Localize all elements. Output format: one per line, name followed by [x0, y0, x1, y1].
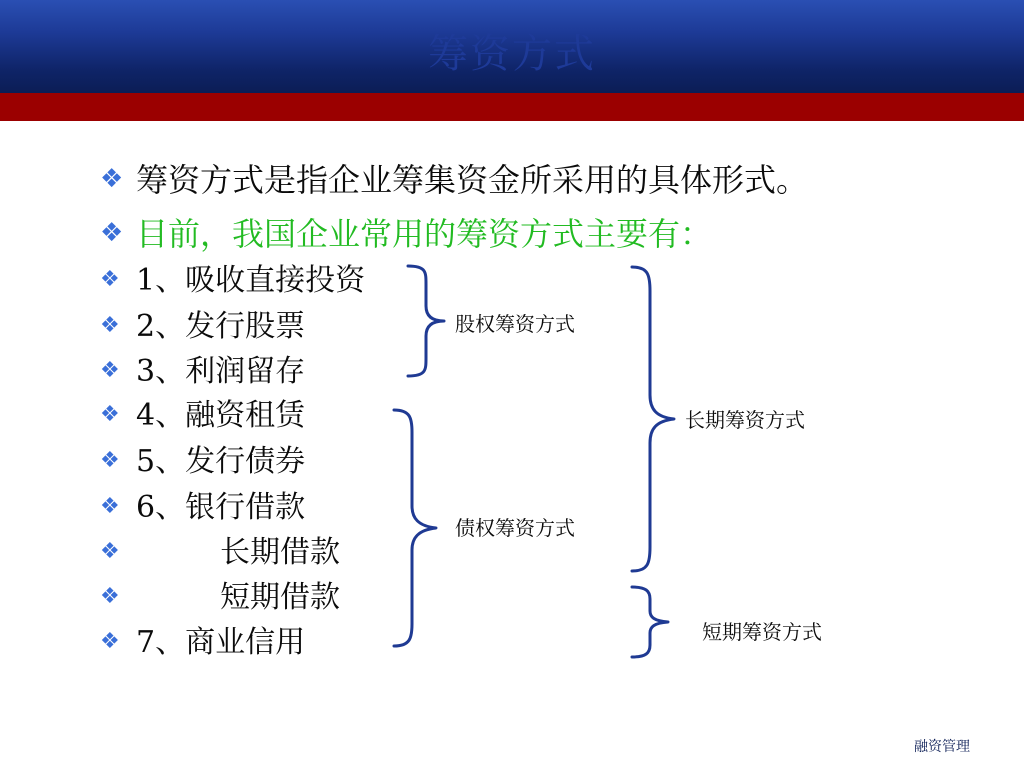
header-band	[0, 0, 1024, 93]
four-diamond-bullet-icon: ❖	[100, 218, 124, 248]
definition-text: 筹资方式是指企业筹集资金所采用的具体形式。	[136, 161, 809, 199]
header-stripe	[0, 93, 1024, 121]
four-diamond-bullet-icon: ❖	[100, 402, 120, 427]
four-diamond-bullet-icon: ❖	[100, 267, 120, 292]
footer-title: 融资管理	[914, 739, 970, 755]
four-diamond-bullet-icon: ❖	[100, 448, 120, 473]
four-diamond-bullet-icon: ❖	[100, 539, 120, 564]
list-item-text: 6、银行借款	[136, 490, 306, 525]
intro-text: 目前，我国企业常用的筹资方式主要有：	[136, 215, 713, 253]
list-item-text: 1、吸收直接投资	[136, 263, 366, 298]
list-item-text: 4、融资租赁	[136, 398, 306, 433]
list-item-text: 3、利润留存	[136, 354, 306, 389]
list-item-text: 2、发行股票	[136, 309, 306, 344]
four-diamond-bullet-icon: ❖	[100, 164, 124, 194]
long-term-financing-label: 长期筹资方式	[685, 408, 805, 432]
four-diamond-bullet-icon: ❖	[100, 584, 120, 609]
four-diamond-bullet-icon: ❖	[100, 494, 120, 519]
list-item-text: 5、发行债券	[136, 444, 306, 479]
long-term-brace	[628, 263, 680, 575]
debt-brace	[390, 406, 444, 650]
debt-financing-label: 债权筹资方式	[455, 516, 575, 540]
sub-item-text: 短期借款	[220, 580, 340, 615]
list-item-text: 7、商业信用	[136, 625, 306, 660]
sub-item-text: 长期借款	[220, 535, 340, 570]
equity-brace	[404, 262, 454, 380]
short-term-brace	[628, 583, 678, 661]
short-term-financing-label: 短期筹资方式	[702, 620, 822, 644]
four-diamond-bullet-icon: ❖	[100, 629, 120, 654]
four-diamond-bullet-icon: ❖	[100, 358, 120, 383]
slide-title: 筹资方式	[428, 31, 596, 77]
equity-financing-label: 股权筹资方式	[455, 312, 575, 336]
four-diamond-bullet-icon: ❖	[100, 313, 120, 338]
